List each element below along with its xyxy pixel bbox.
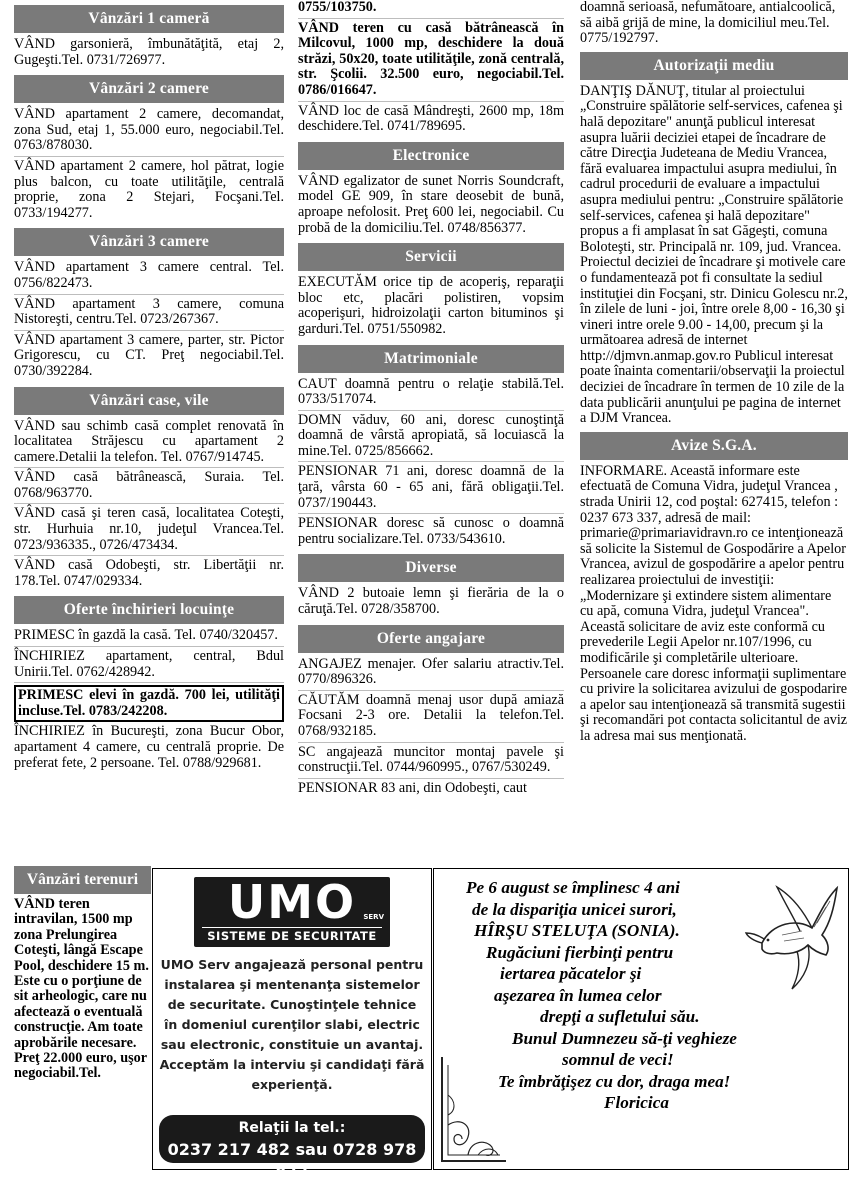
classified-ad: DOMN văduv, 60 ani, doresc cunoştinţă doamnă de vârstă apropiată, să locuiască la mine.Tel. 0725/856662.: [298, 413, 564, 463]
classified-ad: VÂND loc de casă Mândreşti, 2600 mp, 18m deschidere.Tel. 0741/789695.: [298, 102, 564, 135]
classified-ad: EXECUTĂM orice tip de acoperiş, reparaţii bloc etc, placări polistiren, vopsim acoperişuri, hidroizolaţii carton bituminos şi garduri.Tel. 0751/550982.: [298, 274, 564, 337]
memorial-line: somnul de veci!: [562, 1050, 674, 1069]
memorial-line: Floricica: [604, 1093, 669, 1112]
classified-ad: PENSIONAR 83 ani, din Odobeşti, caut: [298, 779, 527, 796]
phone-numbers: 0237 217 482 sau 0728 978 877: [167, 1140, 417, 1181]
section-header: Autorizaţii mediu: [580, 52, 848, 80]
land-sales-section: [14, 866, 151, 1082]
logo-text: UMO: [227, 875, 357, 929]
memorial-notice: [433, 868, 849, 1170]
classified-ad: VÂND apartament 2 camere, decomandat, zona Sud, etaj 1, 55.000 euro, negociabil.Tel. 0763/878030.: [14, 107, 284, 157]
section-header: Oferte angajare: [298, 625, 564, 653]
advert-body: UMO Serv angajează personal pentru instalarea şi mentenanţa sistemelor de securitate. Cunoştinţele tehnice în domeniul curenţilor slabi, electric sau electronic, constituie un avantaj. Acceptăm la interviu şi candidaţi fără experienţă.: [159, 957, 425, 1092]
section-header: Electronice: [298, 142, 564, 170]
classified-ad: CAUT doamnă pentru o relaţie stabilă.Tel. 0733/517074.: [298, 377, 564, 411]
umo-advert: [152, 868, 432, 1181]
notice-text: DANŢIŞ DĂNUŢ, titular al proiectului „Construire spălătorie self-services, cafenea şi hală depozitare" anunţă publicul interesat asupra luării deciziei etapei de încadrare de către Direcţia Judeteana de Mediu Vrancea, fără evaluarea impactului asupra mediului, în cadrul procedurii de evaluare a impactului asupra mediului pentru: „Construire spălătorie self-services, cafenea şi hală depozitare" propus a fi amplasat în sat Găgeşti, comuna Boloteşti, str. Principală nr. 109, jud. Vrancea. Proiectul deciziei de încadrare şi motivele care o fundamentează pot fi consultate la sediul instituţiei din Focşani, str. Dinicu Golescu nr.2, în zilele de luni - joi, între orele 8,00 - 16,30 şi vineri intre orele 9.00 - 14,00, precum şi la următoarea adresă de internet http://djmvn.anmap.gov.ro Publicul interesat poate înainta comentarii/observaţii la proiectul deciziei de încadrare în termen de 10 zile de la data publicării anunţului pe pagina de internet a DJM Vrancea.: [580, 82, 848, 427]
section-header: Vânzări 1 cameră: [14, 5, 284, 33]
classified-ad: PENSIONAR 71 ani, doresc doamnă de la ţară, vârsta 60 - 65 ani, fără obligaţii.Tel. 0737/190443.: [298, 464, 564, 514]
classified-ad: VÂND casă Odobeşti, str. Libertăţii nr. 178.Tel. 0747/029334.: [14, 557, 284, 589]
memorial-line: Rugăciuni fierbinţi pentru: [486, 942, 674, 962]
classified-ad: VÂND teren intravilan, 1500 mp zona Prelungirea Coteşti, lângă Escape Pool, deschidere 15 m. Este cu o porţiune de sit arheologic, care nu afectează o eventuală construcţie. Am toate aprobările necesare. Preţ 22.000 euro, uşor negociabil.Tel.: [14, 896, 149, 1082]
notice-text: INFORMARE. Această informare este efectuată de Comuna Vidra, judeţul Vrancea , strada Unirii 12, cod poştal: 627415, telefon : 0237 673 337, adresă de mail: primarie@primariavidravn.ro ce intenţionează să solicite la Sistemul de Gospodărire a Apelor Vrancea, avizul de gospodărire a apelor pentru realizarea proiectului de investiţii: „Modernizare şi extindere sistem alimentare cu apă, comuna Vidra, judeţul Vrancea". Această solicitare de aviz este conformă cu prevederile Legii Apelor nr.107/1996, cu modificările şi completările ulterioare. Persoanele care doresc informaţii suplimentare cu privire la solicitarea avizului de gospodarire a apelor sau intenţionează să transmită sugestii şi recomandări pot contacta solicitantul de aviz la adresa mai sus menţionată.: [580, 462, 848, 744]
section-header: Avize S.G.A.: [580, 432, 848, 460]
memorial-line: drepţi a sufletului său.: [540, 1007, 700, 1026]
classified-ad: VÂND teren cu casă bătrânească în Milcovul, 1000 mp, deschidere la două străzi, 50x20, toate utilităţile, zonă centrală, str. Şcolii. 32.500 euro, negociabil.Tel. 0786/016647.: [298, 21, 564, 102]
logo-serv: SERV: [363, 913, 384, 921]
classified-ad: CĂUTĂM doamnă menaj usor după amiază Focsani 2-3 ore. Detalii la telefon.Tel. 0768/932185.: [298, 693, 564, 743]
classified-ad: VÂND casă bătrânească, Suraia. Tel. 0768/963770.: [14, 470, 284, 504]
memorial-line: aşezarea în lumea celor: [494, 985, 662, 1005]
classified-ad: VÂND apartament 3 camere, comuna Nistoreşti, centru.Tel. 0723/267367.: [14, 297, 284, 331]
memorial-line: iertarea păcatelor şi: [500, 964, 642, 983]
section-header: Diverse: [298, 554, 564, 582]
classified-ad: ÎNCHIRIEZ apartament, central, Bdul Unirii.Tel. 0762/428942.: [14, 649, 284, 683]
classified-ad: VÂND sau schimb casă complet renovată în localitatea Străjescu cu apartament 2 camere.Detalii la telefon. Tel. 0767/914745.: [14, 419, 284, 469]
ornament-corner-icon: [438, 1055, 508, 1165]
classified-ad: VÂND casă şi teren casă, localitatea Coteşti, str. Hurhuia nr.10, judeţul Vrancea.Tel. 0723/936335., 0726/473434.: [14, 506, 284, 556]
phone-label: Relaţii la tel.:: [238, 1120, 346, 1136]
memorial-line: Pe 6 august se împlinesc 4 ani: [466, 878, 680, 897]
umo-logo: [194, 877, 390, 947]
classified-ad: 0755/103750.: [298, 0, 564, 19]
classified-ad: VÂND apartament 3 camere central. Tel. 0756/822473.: [14, 260, 284, 294]
column-2: [298, 0, 564, 800]
classified-ad: SC angajează muncitor montaj pavele şi construcţii.Tel. 0744/960995., 0767/530249.: [298, 745, 564, 779]
memorial-line: de la dispariţia unicei surori,: [472, 899, 677, 919]
classified-ad: VÂND garsonieră, îmbunătăţită, etaj 2, Gugeşti.Tel. 0731/726977.: [14, 36, 284, 68]
memorial-line: Bunul Dumnezeu să-ţi veghieze: [512, 1028, 737, 1048]
section-header: Vânzări 2 camere: [14, 75, 284, 103]
phone-banner: [159, 1115, 425, 1181]
section-header: Servicii: [298, 243, 564, 271]
section-header: Vânzări case, vile: [14, 387, 284, 415]
memorial-line: HÎRŞU STELUŢA (SONIA).: [474, 921, 680, 940]
classified-ad: VÂND 2 butoaie lemn şi fierăria de la o căruţă.Tel. 0728/358700.: [298, 585, 564, 618]
column-3: [580, 0, 848, 745]
section-header: Matrimoniale: [298, 345, 564, 373]
classified-ad: ANGAJEZ menajer. Ofer salariu atractiv.Tel. 0770/896326.: [298, 657, 564, 691]
memorial-line: Te îmbrăţişez cu dor, draga mea!: [498, 1071, 731, 1091]
section-header: Vânzări 3 camere: [14, 228, 284, 256]
classified-ad: VÂND apartament 2 camere, hol pătrat, logie plus balcon, cu toate utilităţile, centrală proprie, zona 2 Stejari, Focşani.Tel. 0733/194277.: [14, 157, 284, 221]
classified-ad: VÂND egalizator de sunet Norris Soundcraft, model GE 909, în stare deosebit de bună, aproape nefolosit. Preţ 600 lei, negociabil. Cu probă de la domiciliu.Tel. 0748/856377.: [298, 172, 564, 236]
classified-ad: VÂND apartament 3 camere, parter, str. Pictor Grigorescu, cu CT. Preţ negociabil.Tel. 0730/392284.: [14, 331, 284, 379]
section-header: Oferte închirieri locuinţe: [14, 596, 284, 624]
dove-icon: [742, 883, 842, 993]
classified-ad: PENSIONAR doresc să cunosc o doamnă pentru socializare.Tel. 0733/543610.: [298, 515, 564, 547]
classified-ad: ÎNCHIRIEZ în Bucureşti, zona Bucur Obor, apartament 4 camere, cu centrală proprie. De preferat fete, 2 persoane. Tel. 0788/929681.: [14, 723, 284, 771]
classified-ad: doamnă serioasă, nefumătoare, antialcoolică, să aibă grijă de mine, la domiciliul meu.Tel. 0775/192797.: [580, 0, 836, 47]
highlighted-ad: PRIMESC elevi în gazdă. 700 lei, utilităţi incluse.Tel. 0783/242208.: [14, 685, 284, 722]
section-header: Vânzări terenuri: [14, 866, 151, 894]
column-1: [14, 0, 284, 775]
logo-subtitle: SISTEME DE SECURITATE: [202, 927, 382, 944]
classified-ad: PRIMESC în gazdă la casă. Tel. 0740/320457.: [14, 628, 284, 647]
